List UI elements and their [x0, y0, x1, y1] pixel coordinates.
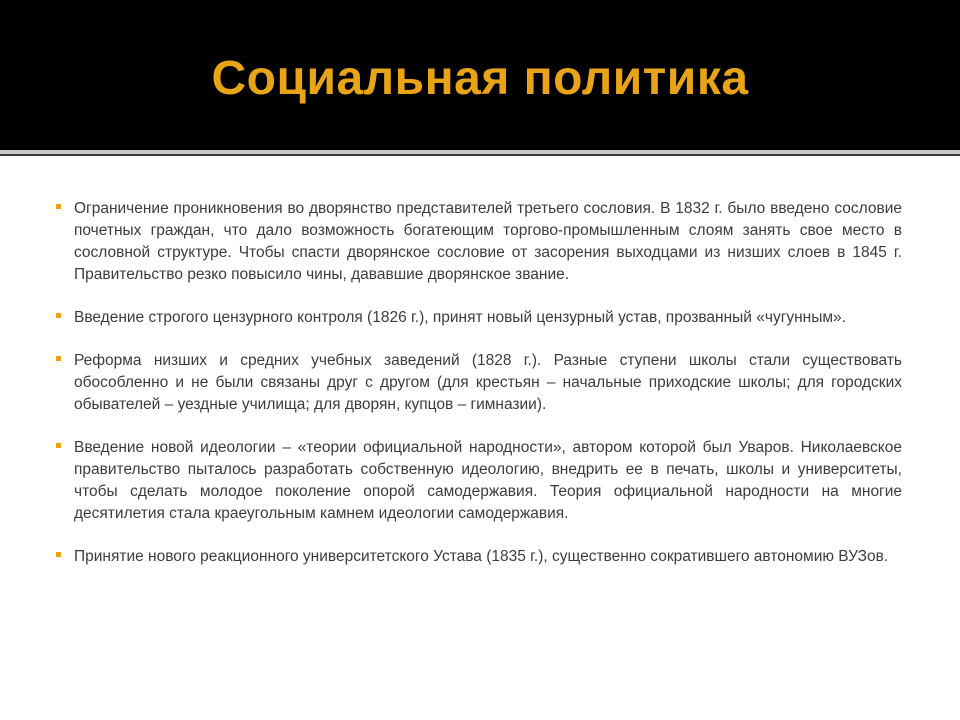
square-bullet-icon [56, 443, 61, 448]
slide-title: Социальная политика [211, 51, 749, 105]
bullet-item [56, 437, 902, 525]
bullet-item [56, 307, 902, 329]
bullet-text: Введение новой идеологии – «теории официальной народности», автором которой был Уваров. Николаевское правительство пыталось разработать собственную идеологию, внедрить ее в печать, школы и университеты, чтобы сделать молодое поколение опорой самодержавия. Теория официальной народности на многие десятилетия стала краеугольным камнем идеологии самодержавия. [74, 439, 902, 522]
bullet-text: Введение строгого цензурного контроля (1826 г.), принят новый цензурный устав, прозванный «чугунным». [74, 309, 846, 326]
bullet-item [56, 198, 902, 286]
bullet-text: Реформа низших и средних учебных заведений (1828 г.). Разные ступени школы стали существовать обособленно и не были связаны друг с другом (для крестьян – начальные приходские школы; для городских обывателей – уездные училища; для дворян, купцов – гимназии). [74, 352, 902, 413]
bullet-list [56, 198, 902, 568]
header-divider-dark [0, 154, 960, 156]
square-bullet-icon [56, 552, 61, 557]
bullet-text: Принятие нового реакционного университетского Устава (1835 г.), существенно сократившего автономию ВУЗов. [74, 548, 889, 565]
bullet-text: Ограничение проникновения во дворянство представителей третьего сословия. В 1832 г. было введено сословие почетных граждан, что дало возможность богатеющим торгово-промышленным слоям занять свое место в сословной структуре. Чтобы спасти дворянское сословие от засорения выходцами из низших слоев в 1845 г. Правительство резко повысило чины, дававшие дворянское звание. [74, 200, 902, 283]
title-band [0, 0, 960, 150]
bullet-item [56, 546, 902, 568]
square-bullet-icon [56, 356, 61, 361]
square-bullet-icon [56, 204, 61, 209]
square-bullet-icon [56, 313, 61, 318]
slide-body [56, 198, 902, 589]
bullet-item [56, 350, 902, 416]
